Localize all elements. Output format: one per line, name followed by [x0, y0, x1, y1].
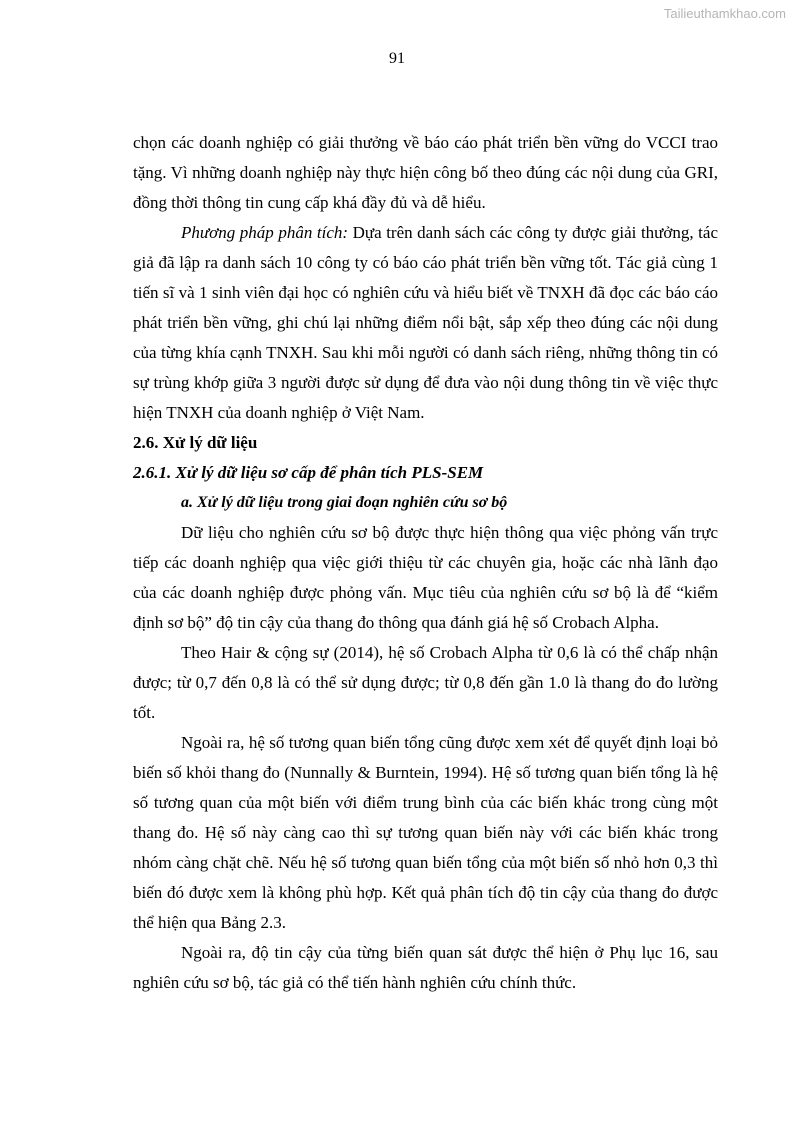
section-heading-2-6-1: 2.6.1. Xử lý dữ liệu sơ cấp để phân tích PLS-SEM	[133, 463, 484, 482]
paragraph-4: Theo Hair & cộng sự (2014), hệ số Crobach Alpha từ 0,6 là có thể chấp nhận được; từ 0,7 đến 0,8 là có thể sử dụng được; từ 0,8 đến gần 1.0 là thang đo đo lường tốt.	[133, 643, 718, 722]
page-number: 91	[389, 50, 405, 67]
paragraph-2-label: Phương pháp phân tích:	[181, 223, 349, 242]
body-text	[133, 128, 718, 998]
watermark: Tailieuthamkhao.com	[663, 6, 786, 21]
paragraph-6: Ngoài ra, độ tin cậy của từng biến quan sát được thể hiện ở Phụ lục 16, sau nghiên cứu sơ bộ, tác giả có thể tiến hành nghiên cứu chính thức.	[133, 943, 718, 992]
subsection-heading-a: a. Xử lý dữ liệu trong giai đoạn nghiên cứu sơ bộ	[181, 494, 508, 511]
paragraph-1: chọn các doanh nghiệp có giải thưởng về báo cáo phát triển bền vững do VCCI trao tặng. Vì những doanh nghiệp này thực hiện công bố theo đúng các nội dung của GRI, đồng thời thông tin cung cấp khá đầy đủ và dễ hiểu.	[133, 133, 718, 212]
paragraph-2	[133, 218, 718, 428]
paragraph-5: Ngoài ra, hệ số tương quan biến tổng cũng được xem xét để quyết định loại bỏ biến số khỏi thang đo (Nunnally & Burntein, 1994). Hệ số tương quan biến tổng là hệ số tương quan của một biến với điểm trung bình của các biến khác trong cùng một thang đo. Hệ số này càng cao thì sự tương quan biến này với các biến khác trong nhóm càng chặt chẽ. Nếu hệ số tương quan biến tổng của một biến số nhỏ hơn 0,3 thì biến đó được xem là không phù hợp. Kết quả phân tích độ tin cậy của thang đo được thể hiện qua Bảng 2.3.	[133, 733, 718, 932]
paragraph-3: Dữ liệu cho nghiên cứu sơ bộ được thực hiện thông qua việc phỏng vấn trực tiếp các doanh nghiệp qua việc giới thiệu từ các chuyên gia, hoặc các nhà lãnh đạo của các doanh nghiệp được phỏng vấn. Mục tiêu của nghiên cứu sơ bộ là để “kiểm định sơ bộ” độ tin cậy của thang đo thông qua đánh giá hệ số Crobach Alpha.	[133, 523, 718, 632]
paragraph-2-text: Dựa trên danh sách các công ty được giải thưởng, tác giả đã lập ra danh sách 10 công ty có báo cáo phát triển bền vững tốt. Tác giả cùng 1 tiến sĩ và 1 sinh viên đại học có nghiên cứu và hiểu biết về TNXH đã đọc các báo cáo phát triển bền vững, ghi chú lại những điểm nổi bật, sắp xếp theo đúng các nội dung của từng khía cạnh TNXH. Sau khi mỗi người có danh sách riêng, những thông tin có sự trùng khớp giữa 3 người được sử dụng để đưa vào nội dung thông tin về việc thực hiện TNXH của doanh nghiệp ở Việt Nam.	[133, 223, 718, 422]
section-heading-2-6: 2.6. Xử lý dữ liệu	[133, 433, 258, 452]
